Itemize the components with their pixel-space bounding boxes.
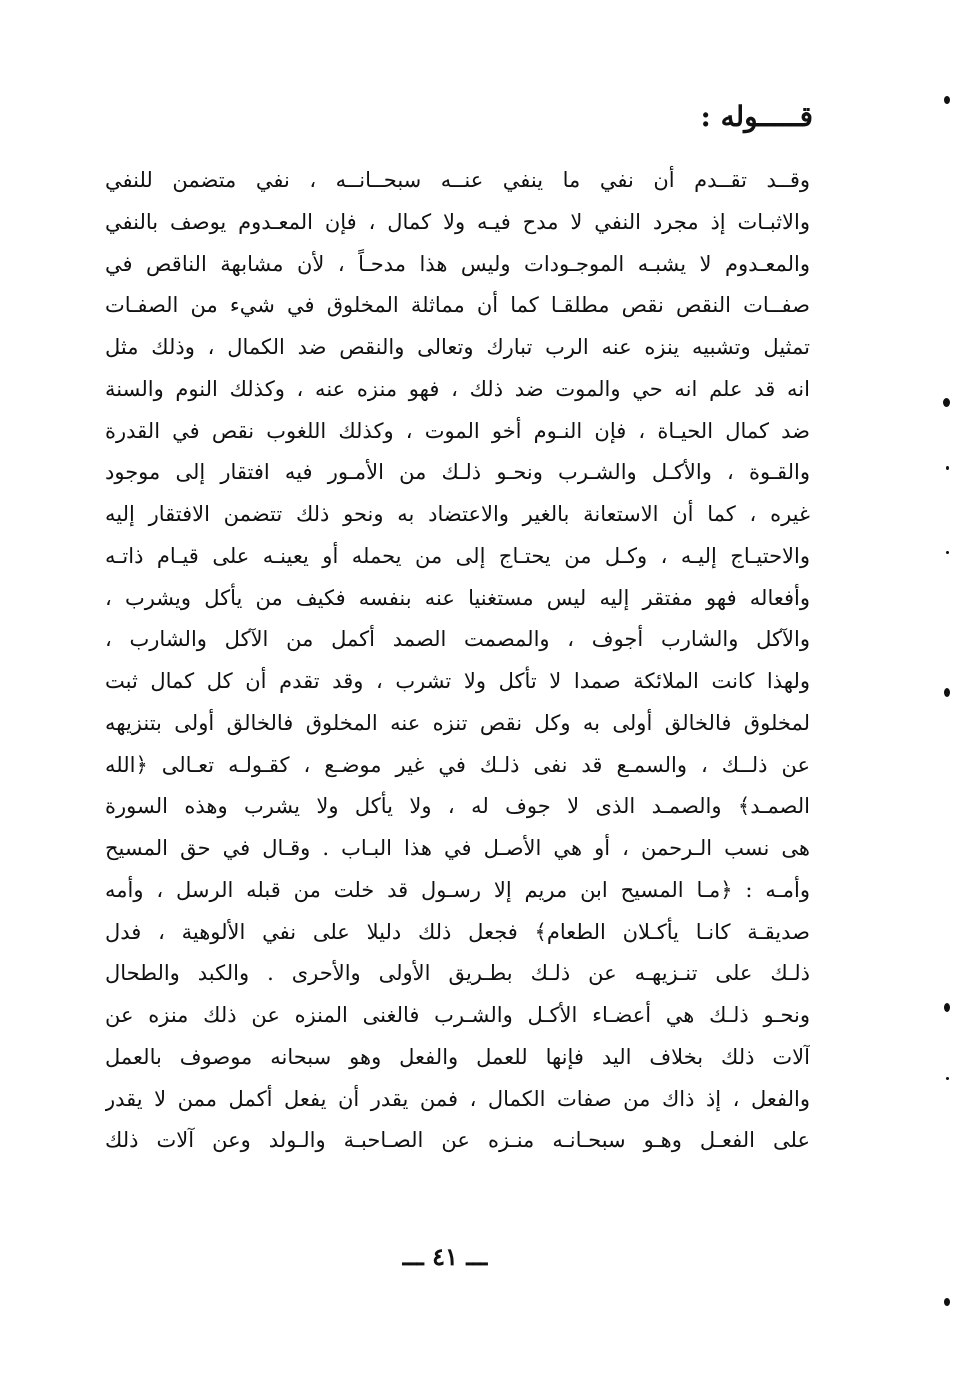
text-line: والمعـدوم لا يشبـه الموجـودات وليس هذا مدحـاً ، لأن مشابهة الناقص في (105, 251, 810, 276)
scan-speck (946, 1077, 949, 1080)
page-number: ـــ ٤١ ـــ (402, 1242, 488, 1271)
text-line: انه قد علم انه حي والموت ضد ذلك ، فهو منزه عنه ، وكذلك النوم والسنة (105, 376, 810, 401)
text-line: والاثبـات إذ مجرد النفي لا مدح فيـه ولا كمال ، فإن المعـدوم يوصف بالنفي (105, 209, 810, 234)
text-line: الصمـد﴾ والصمـد الذى لا جوف له ، ولا يأكل ولا يشرب وهذه السورة (105, 794, 810, 819)
scan-speck (944, 96, 950, 104)
scan-speck (944, 1003, 950, 1012)
text-line: وقــد تقــدم أن نفي ما ينفي عنــه سبحــانــه ، نفي متضمن للنفي (105, 168, 810, 192)
text-line: آلات ذلك بخلاف اليد فإنها للعمل والفعل وهو سبحانه موصوف بالعمل (105, 1044, 810, 1069)
scan-speck (946, 551, 949, 554)
section-heading: قـــــوله : (700, 100, 813, 133)
text-line: عن ذلــك ، والسمـع قد نفى ذلـك في غير موضـع ، كقـولـه تعـالى ﴿الله (105, 752, 810, 777)
text-line: وأمـه : ﴿مـا المسيح ابن مريم إلا رسـول قد خلت من قبله الرسل ، وأمه (105, 877, 810, 902)
text-line: تمثيل وتشبيه ينزه عنه الرب تبارك وتعالى والنقص ضد الكمال ، وذلك مثل (105, 335, 810, 359)
text-line: ذلـك على تنـزيهـه عن ذلـك بطـريق الأولى والأحرى . والكبد والطحال (105, 961, 810, 986)
text-line: لمخلوق فالخالق أولى به وكل نقص تنزه عنه المخلوق فالخالق أولى بتنزيهه (105, 710, 810, 735)
text-line: والفعل ، إذ ذاك من صفات الكمال ، فمن يقدر أن يفعل أكمل ممن لا يقدر (105, 1086, 810, 1111)
text-line: على الفعـل وهـو سبحـانـه منـزه عن الصـاحبـة والـولد وعن آلات ذلك (105, 1128, 810, 1153)
text-line: صديقـة كانـا يأكـلان الطعام﴾ فجعل ذلك دليلا على نفي الألوهية ، فدل (105, 919, 810, 944)
text-line: وأفعاله فهو مفتقر إليه ليس مستغنيا عنه بنفسه فكيف من يأكل ويشرب ، (105, 585, 810, 610)
scan-speck (946, 466, 949, 470)
scan-speck (944, 1298, 950, 1306)
text-line: ضد كمال الحيـاة ، فإن النـوم أخو الموت ، وكذلك اللغوب نقص في القدرة (105, 418, 810, 443)
text-line: ونحـو ذلـك هي أعضـاء الأكـل والشـرب فالغنى المنزه عن ذلك منزه عن (105, 1003, 810, 1027)
text-line: والقـوة ، والأكـل والشـرب ونحـو ذلـك من الأمـور فيه افتقار إلى موجود (105, 460, 810, 485)
text-line: والآكل والشارب أجوف ، والمصمت الصمد أكمل من الآكل والشارب ، (105, 627, 810, 652)
text-line: غيره ، كما أن الاستعانة بالغير والاعتضاد به ونحو ذلك تتضمن الافتقار إليه (105, 502, 810, 526)
body-text (105, 160, 810, 1162)
scan-speck (943, 398, 950, 407)
text-line: ولهذا كانت الملائكة صمدا لا تأكل ولا تشرب ، وقد تقدم أن كل كمال ثبت (105, 669, 810, 693)
scan-speck (944, 688, 950, 697)
text-line: والاحتيـاج إليـه ، وكـل من يحتـاج إلى من يحمله أو يعينـه على قيـام ذاتـه (105, 543, 810, 568)
text-line: صفــات النقص نقص مطلقـا كما أن مماثلة المخلوق في شيء من الصفـات (105, 293, 810, 318)
text-line: هى نسب الـرحمن ، أو هي الأصـل في هذا البـاب . وقـال في حق المسيح (105, 836, 810, 860)
